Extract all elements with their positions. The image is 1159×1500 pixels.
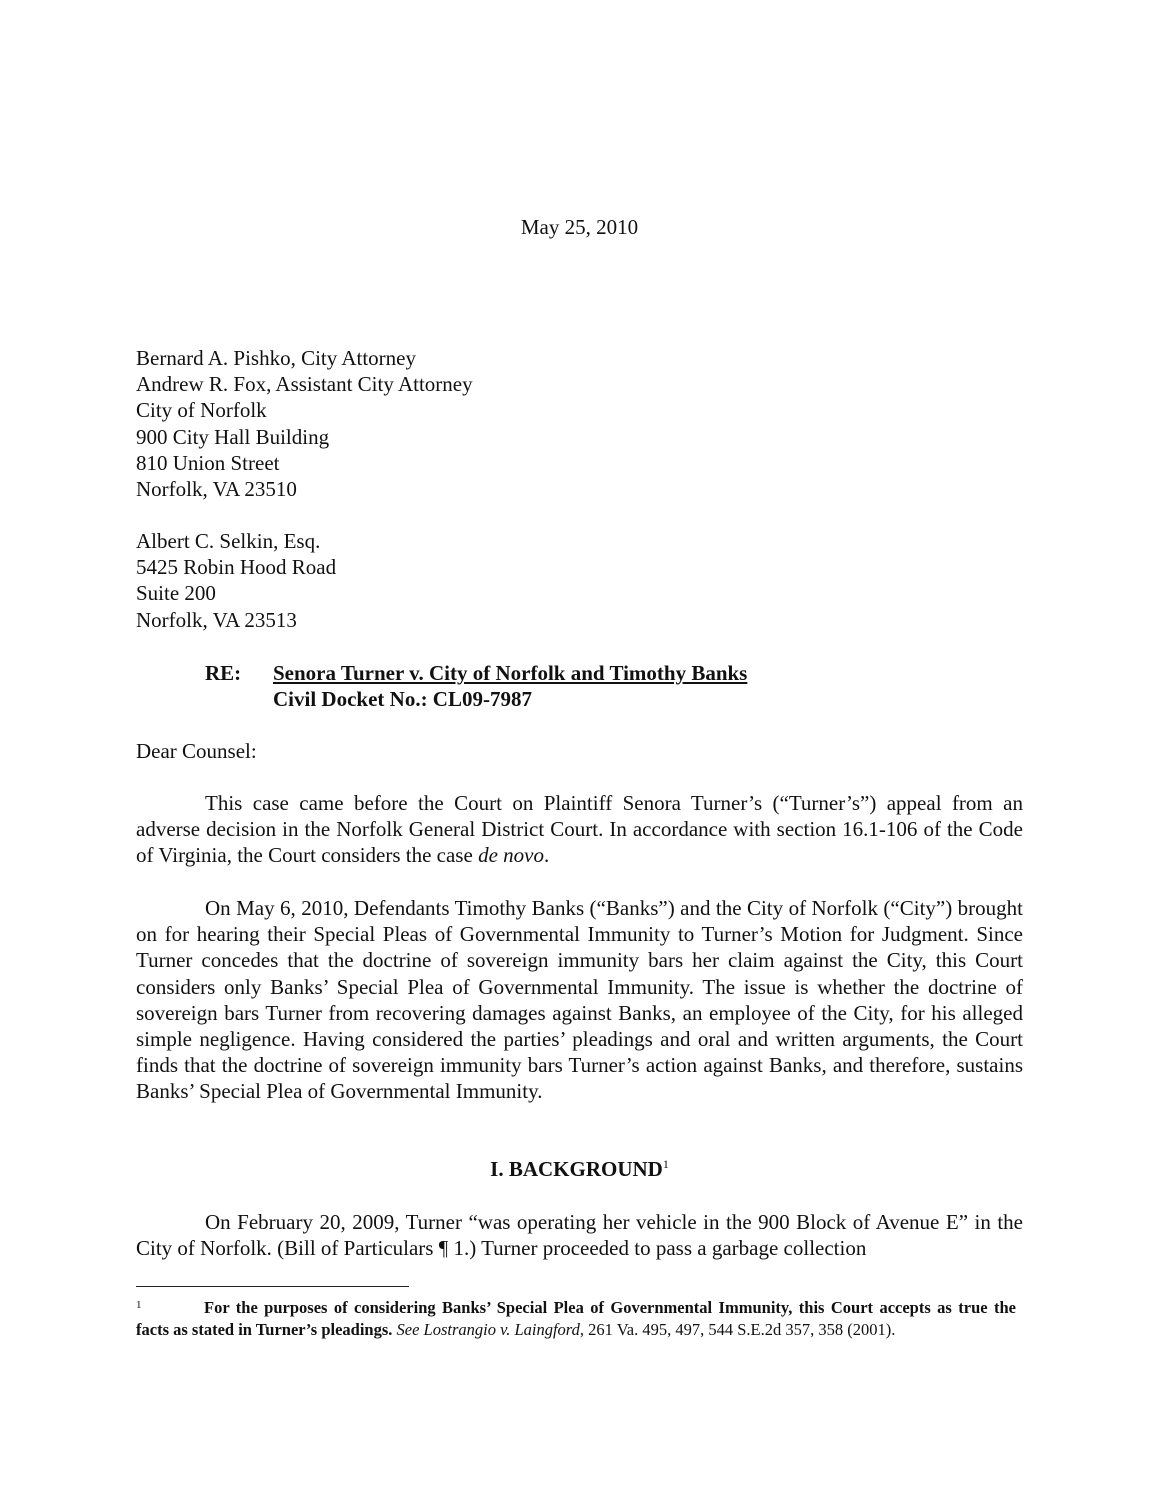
footnote-citation-rest: , 261 Va. 495, 497, 544 S.E.2d 357, 358 (2001). [579, 1319, 896, 1339]
footnote-text: For the purposes of considering Banks’ Special Plea of Governmental Immunity, this Court accepts as true the facts as stated in Turner’s pleadings. [136, 1298, 1016, 1339]
paragraph-1 [136, 790, 1023, 869]
address-line: 810 Union Street [136, 450, 280, 475]
section-heading [0, 1155, 1159, 1183]
re-label: RE: [205, 661, 242, 685]
heading-text: I. BACKGROUND [490, 1157, 663, 1181]
footnote-ref: 1 [662, 1157, 669, 1171]
footnote-divider [136, 1286, 409, 1287]
address-line: Norfolk, VA 23513 [136, 607, 297, 632]
footnote-see: See [396, 1319, 420, 1339]
address-line: 5425 Robin Hood Road [136, 555, 337, 580]
address-line: Andrew R. Fox, Assistant City Attorney [136, 372, 473, 397]
salutation: Dear Counsel: [136, 739, 257, 763]
footnote [136, 1297, 1016, 1340]
paragraph-3 [136, 1209, 1023, 1261]
address-line: Albert C. Selkin, Esq. [136, 529, 321, 553]
footnote-number: 1 [136, 1299, 142, 1311]
letter-date: May 25, 2010 [520, 215, 639, 239]
address-line: City of Norfolk [136, 398, 267, 423]
address-line: 900 City Hall Building [136, 424, 330, 449]
paragraph-text: On May 6, 2010, Defendants Timothy Banks (“Banks”) and the City of Norfolk (“City”) brought on for hearing their Special Pleas of Governmental Immunity to Turner’s Motion for Judgment. Since Turner concedes that the doctrine of sovereign immunity bars her claim against the City, this Court considers only Banks’ Special Plea of Governmental Immunity. The issue is whether the doctrine of sovereign bars Turner from recovering damages against Banks, an employee of the City, for his alleged simple negligence. Having considered the parties’ pleadings and oral and written arguments, the Court finds that the doctrine of sovereign immunity bars Turner’s action against Banks, and therefore, sustains Banks’ Special Plea of Governmental Immunity. [136, 896, 1023, 1104]
paragraph-2 [136, 895, 1023, 1105]
footnote-citation: Lostrangio v. Laingford [423, 1319, 580, 1339]
paragraph-italic: de novo [478, 843, 544, 868]
docket-number: Civil Docket No.: CL09-7987 [273, 687, 532, 711]
paragraph-text: On February 20, 2009, Turner “was operating her vehicle in the 900 Block of Avenue E” in the City of Norfolk. (Bill of Particulars ¶ 1.) Turner proceeded to pass a garbage collection [136, 1210, 1023, 1261]
paragraph-end: . [543, 843, 550, 868]
recipient-block-city [136, 345, 473, 502]
address-line: Bernard A. Pishko, City Attorney [136, 346, 416, 370]
re-block [205, 660, 747, 712]
address-line: Norfolk, VA 23510 [136, 477, 297, 502]
recipient-block-plaintiff [136, 528, 336, 633]
paragraph-text: This case came before the Court on Plaintiff Senora Turner’s (“Turner’s”) appeal from an adverse decision in the Norfolk General District Court. In accordance with section 16.1-106 of the Code of Virginia, the Court considers the case [136, 791, 1023, 868]
case-title: Senora Turner v. City of Norfolk and Timothy Banks [273, 661, 748, 685]
address-line: Suite 200 [136, 581, 216, 606]
